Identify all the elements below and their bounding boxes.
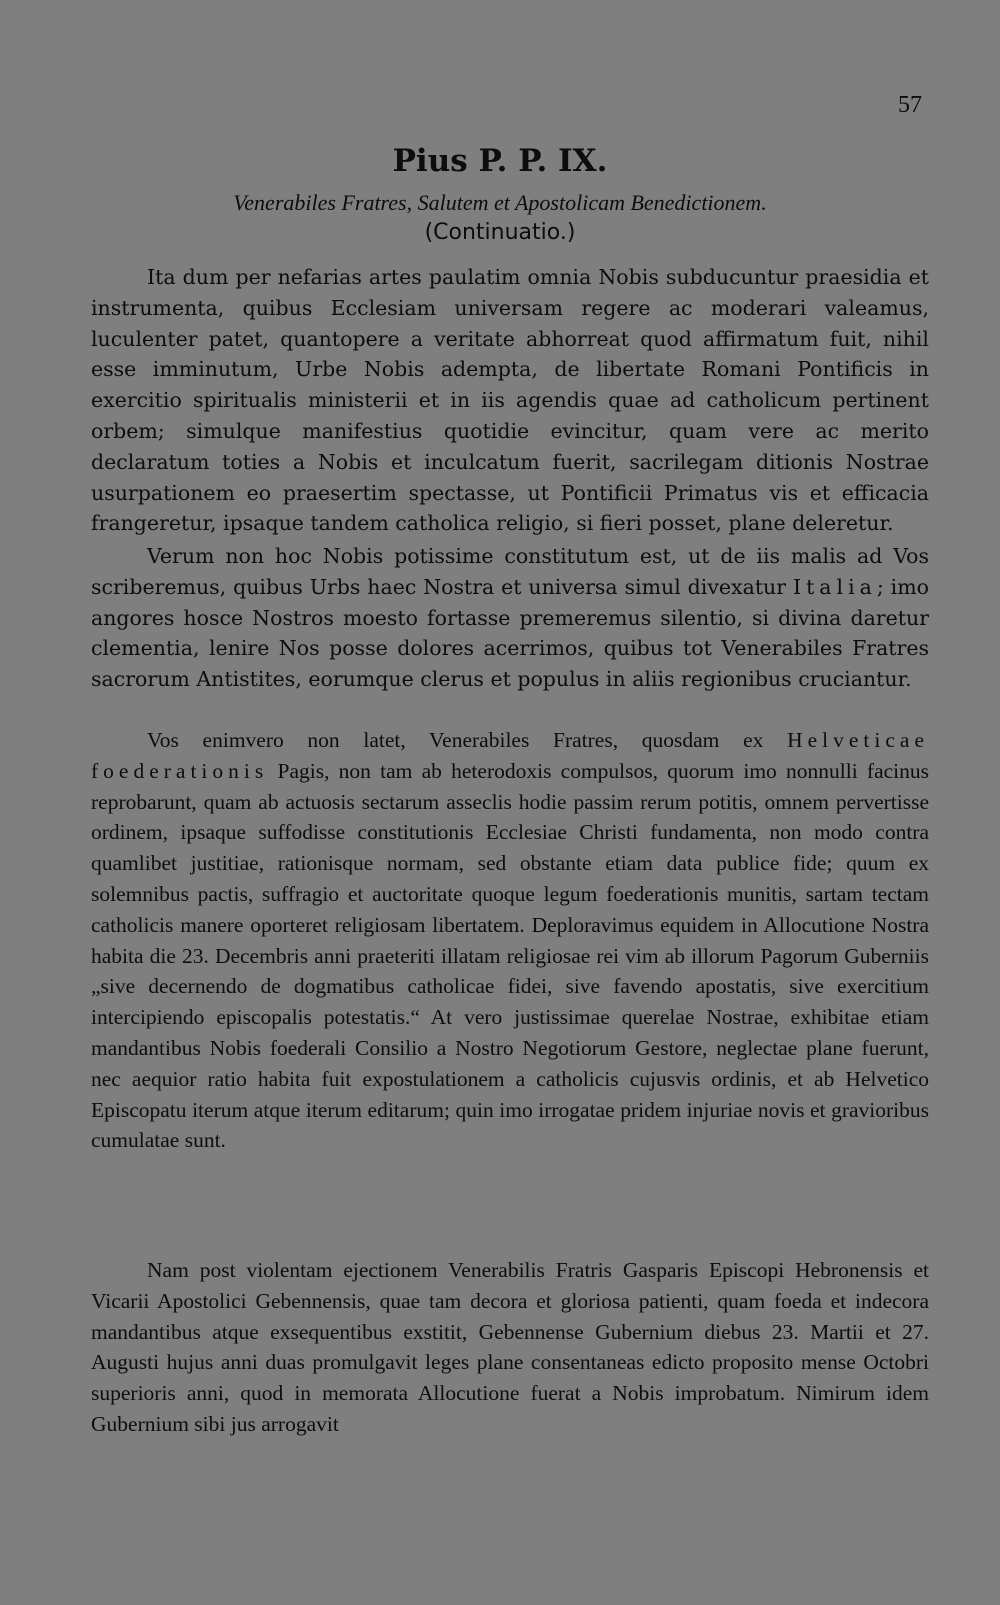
page-title: Pius P. P. IX. (392, 143, 608, 179)
helvetica-emphasis: Helveticae foederationis (91, 728, 929, 783)
paragraph-3-text-b: Pagis, non tam ab heterodoxis compulsos, quorum imo nonnulli facinus reprobarunt, quam ab actuosis sectarum asseclis hodie passim rerum potitis, omnem pervertisse ordinem, ipsaque suffodisse constitutionis Ecclesiae Christi fundamenta, non modo contra quamlibet justitiae, rationisque normam, sed obstante etiam data publice fide; quum ex solemnibus pactis, suffragio et auctoritate quoque legum foederationis munitis, sartam tectam catholicis manere oporteret religiosam libertatem. Deploravimus equidem in Allocutione Nostra habita die 23. Decembris anni praeteriti illatam religiosae rei vim ab illorum Pagorum Guberniis „sive decernendo de dogmatibus catholicae fidei, sive favendo apostatis, sive exercitium intercipiendo episcopalis potestatis.“ At vero justissimae querelae Nostrae, exhibitae etiam mandantibus Nobis foederali Consilio a Nostro Negotiorum Gestore, neglectae plane fuerunt, nec aequior ratio habita fuit expostulationem a catholicis cujusvis ordinis, et ab Helvetico Episcopatu iterum atque iterum editarum; quin imo irrogatae pridem injuriae novis et gravioribus cumulatae sunt. (91, 758, 929, 1153)
paragraph-4: Nam post violentam ejectionem Venerabilis Fratris Gasparis Episcopi Hebronensis et Vicarii Apostolici Gebennensis, quae tam decora et gloriosa patienti, quam foeda et indecora mandantibus atque exsequentibus exstitit, Gebennense Gubernium diebus 23. Martii et 27. Augusti hujus anni duas promulgavit leges plane consentaneas edicto proposito mense Octobri superioris anni, quod in memorata Allocutione fuerat a Nobis improbatum. Nimirum idem Gubernium sibi jus arrogavit (91, 1258, 929, 1436)
salutation: Venerabiles Fratres, Salutem et Apostolicam Benedictionem. (233, 190, 767, 215)
paragraph-2 (91, 541, 929, 695)
paragraph-2-text-b: ; imo angores hosce Nostros moesto fortasse premeremus silentio, si divina daretur clementia, lenire Nos posse dolores acerrimos, quibus tot Venerabiles Fratres sacrorum Antistites, eorumque clerus et populus in aliis regionibus cruciantur. (91, 574, 929, 692)
continuation-note: (Continuatio.) (424, 220, 576, 245)
paragraph-3 (91, 725, 929, 1156)
italia-emphasis: Italia (792, 574, 877, 599)
page-number: 57 (898, 92, 922, 118)
paragraph-1: Ita dum per nefarias artes paulatim omnia Nobis subducuntur praesidia et instrumenta, quibus Ecclesiam universam regere ac moderari valeamus, luculenter patet, quantopere a veritate abhorreat quod affirmatum fuit, nihil esse imminutum, Urbe Nobis adempta, de libertate Romani Pontificis in exercitio spiritualis ministerii et in iis agendis quae ad catholicum pertinent orbem; simulque manifestius quotidie evincitur, quam vere ac merito declaratum toties a Nobis et inculcatum fuerit, sacrilegam ditionis Nostrae usurpationem eo praesertim spectasse, ut Pontificii Primatus vis et efficacia frangeretur, ipsaque tandem catholica religio, si fieri posset, plane deleretur. (91, 265, 929, 536)
paragraph-3-text-a: Vos enimvero non latet, Venerabiles Fratres, quosdam ex (147, 728, 764, 752)
paragraph-2-text-a: Verum non hoc Nobis potissime constitutum est, ut de iis malis ad Vos scriberemus, quibus Urbs haec Nostra et universa simul divexatur (91, 544, 929, 599)
